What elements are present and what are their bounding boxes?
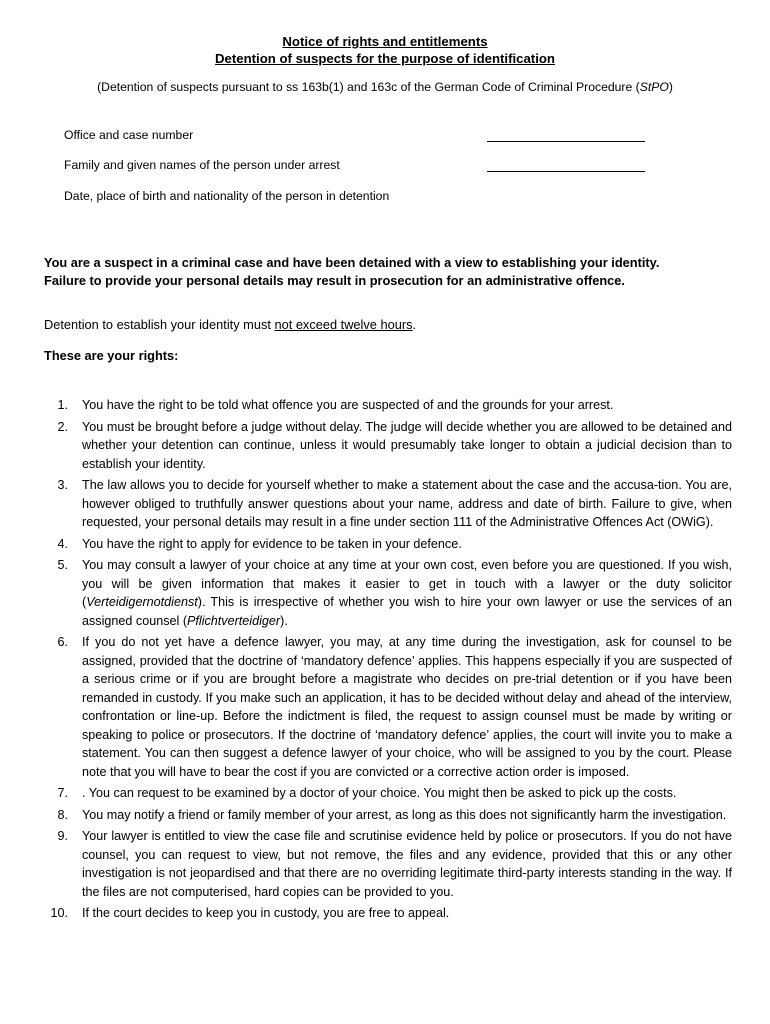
right-text: You may notify a friend or family member of your arrest, as long as this does not significantly harm the investigation. — [82, 807, 727, 822]
right-text: You must be brought before a judge without delay. The judge will decide whether you are allowed to be detained and whether your detention can continue, unless it would presumably take longer to obtain a judicial decision than to establish your identity. — [82, 419, 732, 471]
right-item-8 — [44, 806, 732, 825]
right-text: If the court decides to keep you in custody, you are free to appeal. — [82, 906, 450, 920]
right-item-1 — [44, 396, 732, 415]
right-text: If you do not yet have a defence lawyer, you may, at any time during the investigation, ask for counsel to be assigned, provided that the doctrine of ‘mandatory defence’ applies. This happens especially if you are suspected of a serious crime or if you are brought before a magistrate who decides on pre-trial detention or if you have been remanded in custody. If you make such an application, it has to be decided without delay and ahead of the interview, confrontation or line-up. Before the indictment is filed, the request to assign counsel must be made by writing or speaking to police or prosecutors. If the doctrine of ‘mandatory defence’ applies, the court will invite you to make a statement. You can then suggest a defence lawyer of your choice, who will be assigned to you by the court. Please note that you will have to bear the cost if you are convicted or a corrective action order is imposed. — [82, 635, 732, 779]
suspect-notice — [44, 254, 744, 290]
right-number: 5. — [57, 558, 68, 572]
right-text-part-b: ). This is irrespective of whether you wish to hire your own lawyer or use the services of an assigned counsel ( — [82, 595, 732, 628]
right-item-5 — [44, 556, 732, 630]
detention-limit-duration: not exceed twelve hours — [274, 317, 413, 332]
right-number: 3. — [57, 478, 68, 492]
office-field-line[interactable] — [487, 140, 645, 142]
assigned-counsel-term: Pflichtverteidiger — [187, 613, 281, 628]
right-item-10 — [44, 904, 732, 923]
right-text: The law allows you to decide for yourself whether to make a statement about the case and the accusa-tion. You are, however obliged to truthfully answer questions about your name, address and date of birth. Failure to give, when requested, your personal details may result in a fine under section 111 of the Administrative Offences Act (OWiG). — [82, 478, 732, 529]
right-item-7 — [44, 784, 732, 803]
legal-basis-prefix: (Detention of suspects pursuant to ss 163b(1) and 163c of the German Code of Criminal Procedure ( — [97, 80, 640, 94]
right-number: 4. — [57, 536, 68, 551]
right-number: 1. — [57, 398, 68, 412]
office-field-label: Office and case number — [64, 128, 194, 142]
right-number: 7. — [57, 786, 68, 800]
duty-solicitor-term: Verteidigernotdienst — [86, 595, 198, 609]
suspect-notice-line1: You are a suspect in a criminal case and have been detained with a view to establishing your identity. — [44, 255, 660, 270]
document-title: Notice of rights and entitlements — [282, 34, 488, 49]
right-number: 2. — [57, 419, 68, 434]
birth-field-label: Date, place of birth and nationality of the person in detention — [64, 189, 390, 203]
name-field-line[interactable] — [487, 170, 645, 172]
right-text: You have the right to be told what offence you are suspected of and the grounds for your arrest. — [82, 398, 614, 412]
right-item-2 — [44, 418, 732, 474]
right-text-part-c: ). — [280, 613, 288, 628]
right-number: 8. — [57, 807, 68, 822]
right-number: 9. — [57, 829, 68, 843]
detention-limit — [44, 317, 416, 332]
detention-limit-suffix: . — [412, 317, 417, 332]
right-item-6 — [44, 633, 732, 781]
right-number: 6. — [57, 635, 68, 649]
legal-basis-suffix: ) — [668, 80, 673, 94]
rights-heading: These are your rights: — [44, 348, 179, 363]
rights-list — [44, 396, 732, 926]
suspect-notice-line2: Failure to provide your personal details may result in prosecution for an administrative offence. — [44, 273, 625, 288]
detention-limit-prefix: Detention to establish your identity must — [44, 317, 275, 332]
right-text-part-a: You may consult a lawyer of your choice at any time at your own cost, even before you are questioned. If you wish, you will be given information that makes it easier to get in touch with a lawyer or the duty solicitor ( — [82, 558, 732, 609]
right-text: You have the right to apply for evidence to be taken in your defence. — [82, 536, 462, 551]
document-subtitle-heading: Detention of suspects for the purpose of identification — [215, 51, 555, 66]
right-text: Your lawyer is entitled to view the case file and scrutinise evidence held by police or prosecutors. If you do not have counsel, you can request to view, but not remove, the files and any evidence, provided that this or any other investigation is not jeopardised and that there are no overriding legitimate third-party interests standing in the way. If the files are not computerised, hard copies can be provided to you. — [82, 829, 732, 899]
legal-basis-code: StPO — [639, 80, 669, 94]
legal-basis-note — [0, 80, 770, 94]
right-item-4 — [44, 535, 732, 554]
right-item-9 — [44, 827, 732, 901]
name-field-label: Family and given names of the person under arrest — [64, 158, 340, 172]
right-number: 10. — [50, 906, 68, 920]
right-item-3 — [44, 476, 732, 532]
right-text: . You can request to be examined by a doctor of your choice. You might then be asked to pick up the costs. — [82, 786, 677, 800]
